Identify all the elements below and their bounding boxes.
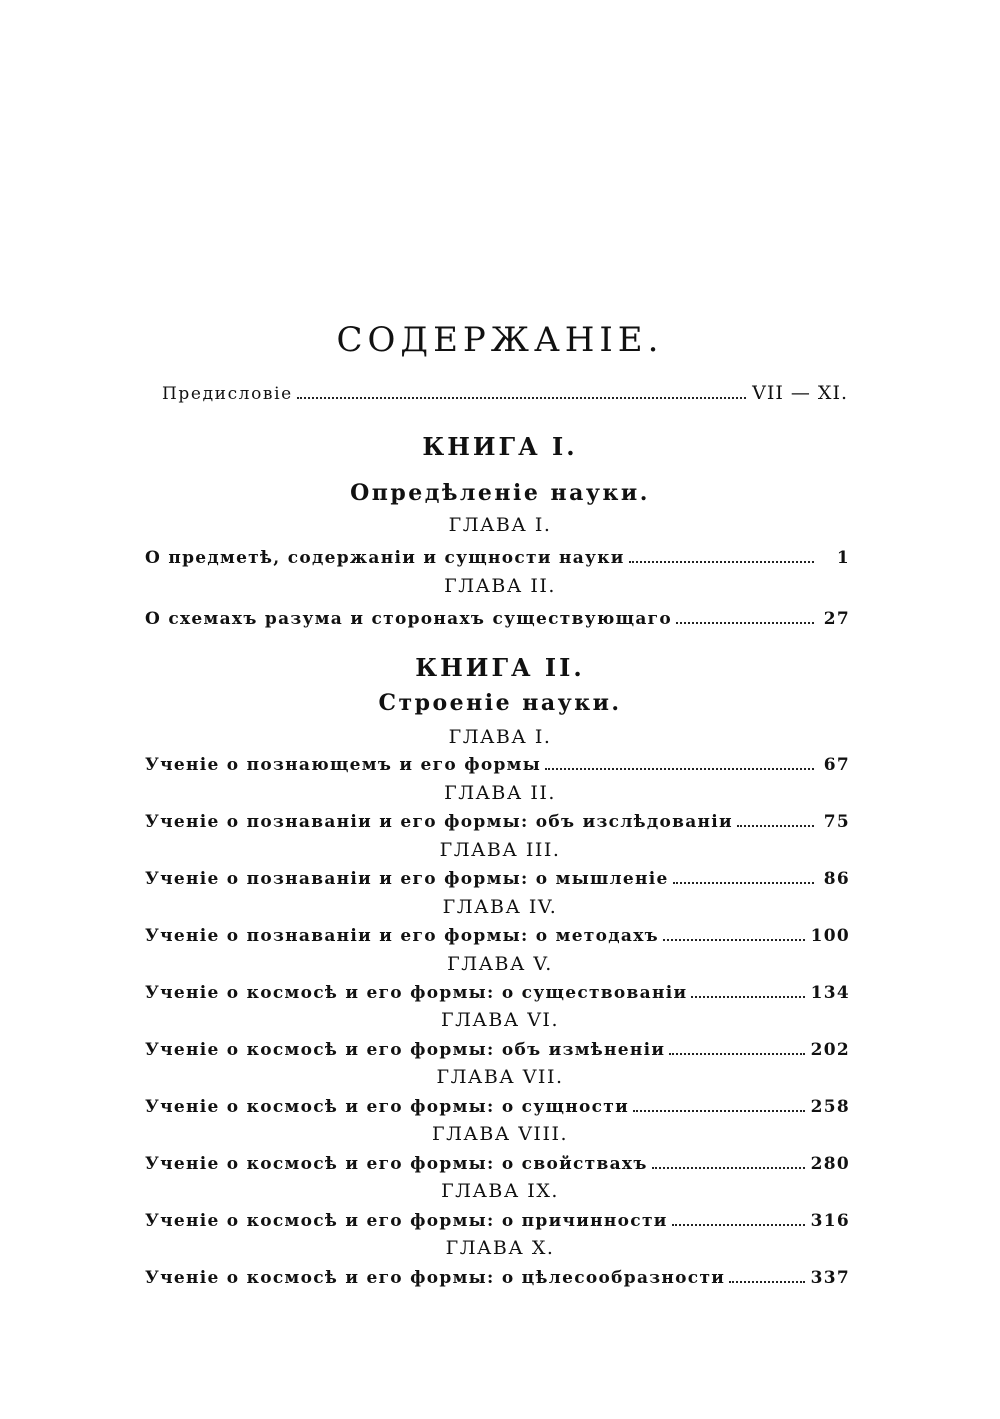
dot-leader bbox=[676, 621, 814, 624]
chapter-heading: ГЛАВА IX. bbox=[441, 1180, 559, 1202]
dot-leader bbox=[663, 938, 805, 941]
dot-leader bbox=[633, 1109, 805, 1112]
dot-leader bbox=[545, 767, 814, 770]
dot-leader bbox=[672, 1223, 805, 1226]
chapter-heading: ГЛАВА I. bbox=[448, 514, 552, 536]
toc-entry-label: Ученіе о космосѣ и его формы: объ измѣненіи bbox=[145, 1040, 666, 1060]
book-heading: КНИГА I. bbox=[422, 432, 578, 461]
toc-entry bbox=[145, 1262, 850, 1288]
dot-leader bbox=[297, 396, 746, 399]
dot-leader bbox=[652, 1166, 805, 1169]
toc-entry bbox=[145, 603, 850, 629]
toc-entry-page: 67 bbox=[823, 755, 850, 775]
chapter-heading: ГЛАВА VIII. bbox=[432, 1123, 568, 1145]
toc-entry-preface bbox=[162, 378, 848, 404]
toc-entry bbox=[145, 806, 850, 832]
toc-entry-label: Ученіе о познаваніи и его формы: о мышленіе bbox=[145, 869, 669, 889]
toc-entry-page: 86 bbox=[823, 869, 850, 889]
toc-entry-page: 258 bbox=[810, 1097, 850, 1117]
dot-leader bbox=[737, 824, 814, 827]
toc-entry-page: 27 bbox=[823, 609, 850, 629]
toc-entry-label: Ученіе о познаваніи и его формы: о методахъ bbox=[145, 926, 660, 946]
chapter-heading: ГЛАВА V. bbox=[447, 953, 553, 975]
toc-entry-page: 337 bbox=[810, 1268, 850, 1288]
toc-entry-label: О схемахъ разума и сторонахъ существующаго bbox=[145, 609, 672, 629]
toc-entry bbox=[145, 1091, 850, 1117]
book-subtitle: Опредѣленіе науки. bbox=[350, 480, 650, 506]
chapter-heading: ГЛАВА I. bbox=[448, 726, 552, 748]
toc-entry bbox=[145, 749, 850, 775]
dot-leader bbox=[729, 1280, 804, 1283]
chapter-heading: ГЛАВА X. bbox=[445, 1237, 555, 1259]
toc-entry-label: Предисловіе bbox=[162, 384, 293, 404]
toc-entry-page: 134 bbox=[810, 983, 850, 1003]
toc-entry-label: Ученіе о космосѣ и его формы: о свойствахъ bbox=[145, 1154, 648, 1174]
toc-entry-label: О предметѣ, содержаніи и сущности науки bbox=[145, 548, 625, 568]
book-heading: КНИГА II. bbox=[415, 653, 585, 682]
chapter-heading: ГЛАВА VII. bbox=[436, 1066, 564, 1088]
toc-entry-page: 100 bbox=[810, 926, 850, 946]
toc-entry bbox=[145, 863, 850, 889]
toc-entry bbox=[145, 542, 850, 568]
toc-entry-label: Ученіе о космосѣ и его формы: о цѣлесообразности bbox=[145, 1268, 726, 1288]
toc-entry-page: VII — XI. bbox=[752, 382, 848, 404]
toc-entry-page: 75 bbox=[823, 812, 850, 832]
book-subtitle: Строеніе науки. bbox=[378, 690, 622, 716]
dot-leader bbox=[629, 560, 814, 563]
chapter-heading: ГЛАВА IV. bbox=[442, 896, 558, 918]
toc-entry-label: Ученіе о познающемъ и его формы bbox=[145, 755, 542, 775]
chapter-heading: ГЛАВА VI. bbox=[441, 1009, 559, 1031]
toc-entry bbox=[145, 1205, 850, 1231]
toc-entry-label: Ученіе о космосѣ и его формы: о существованіи bbox=[145, 983, 688, 1003]
toc-entry bbox=[145, 920, 850, 946]
page-title: СОДЕРЖАНІЕ. bbox=[336, 320, 664, 360]
toc-entry-label: Ученіе о космосѣ и его формы: о причинности bbox=[145, 1211, 668, 1231]
toc-entry bbox=[145, 1034, 850, 1060]
toc-entry-page: 202 bbox=[810, 1040, 850, 1060]
toc-entry-page: 316 bbox=[810, 1211, 850, 1231]
toc-entry-label: Ученіе о познаваніи и его формы: объ изслѣдованіи bbox=[145, 812, 733, 832]
toc-entry-page: 1 bbox=[836, 548, 850, 568]
dot-leader bbox=[669, 1052, 804, 1055]
dot-leader bbox=[691, 995, 804, 998]
dot-leader bbox=[673, 881, 814, 884]
toc-entry bbox=[145, 1148, 850, 1174]
toc-entry-page: 280 bbox=[810, 1154, 850, 1174]
chapter-heading: ГЛАВА II. bbox=[444, 575, 556, 597]
chapter-heading: ГЛАВА III. bbox=[439, 839, 561, 861]
chapter-heading: ГЛАВА II. bbox=[444, 782, 556, 804]
toc-entry bbox=[145, 977, 850, 1003]
toc-entry-label: Ученіе о космосѣ и его формы: о сущности bbox=[145, 1097, 629, 1117]
